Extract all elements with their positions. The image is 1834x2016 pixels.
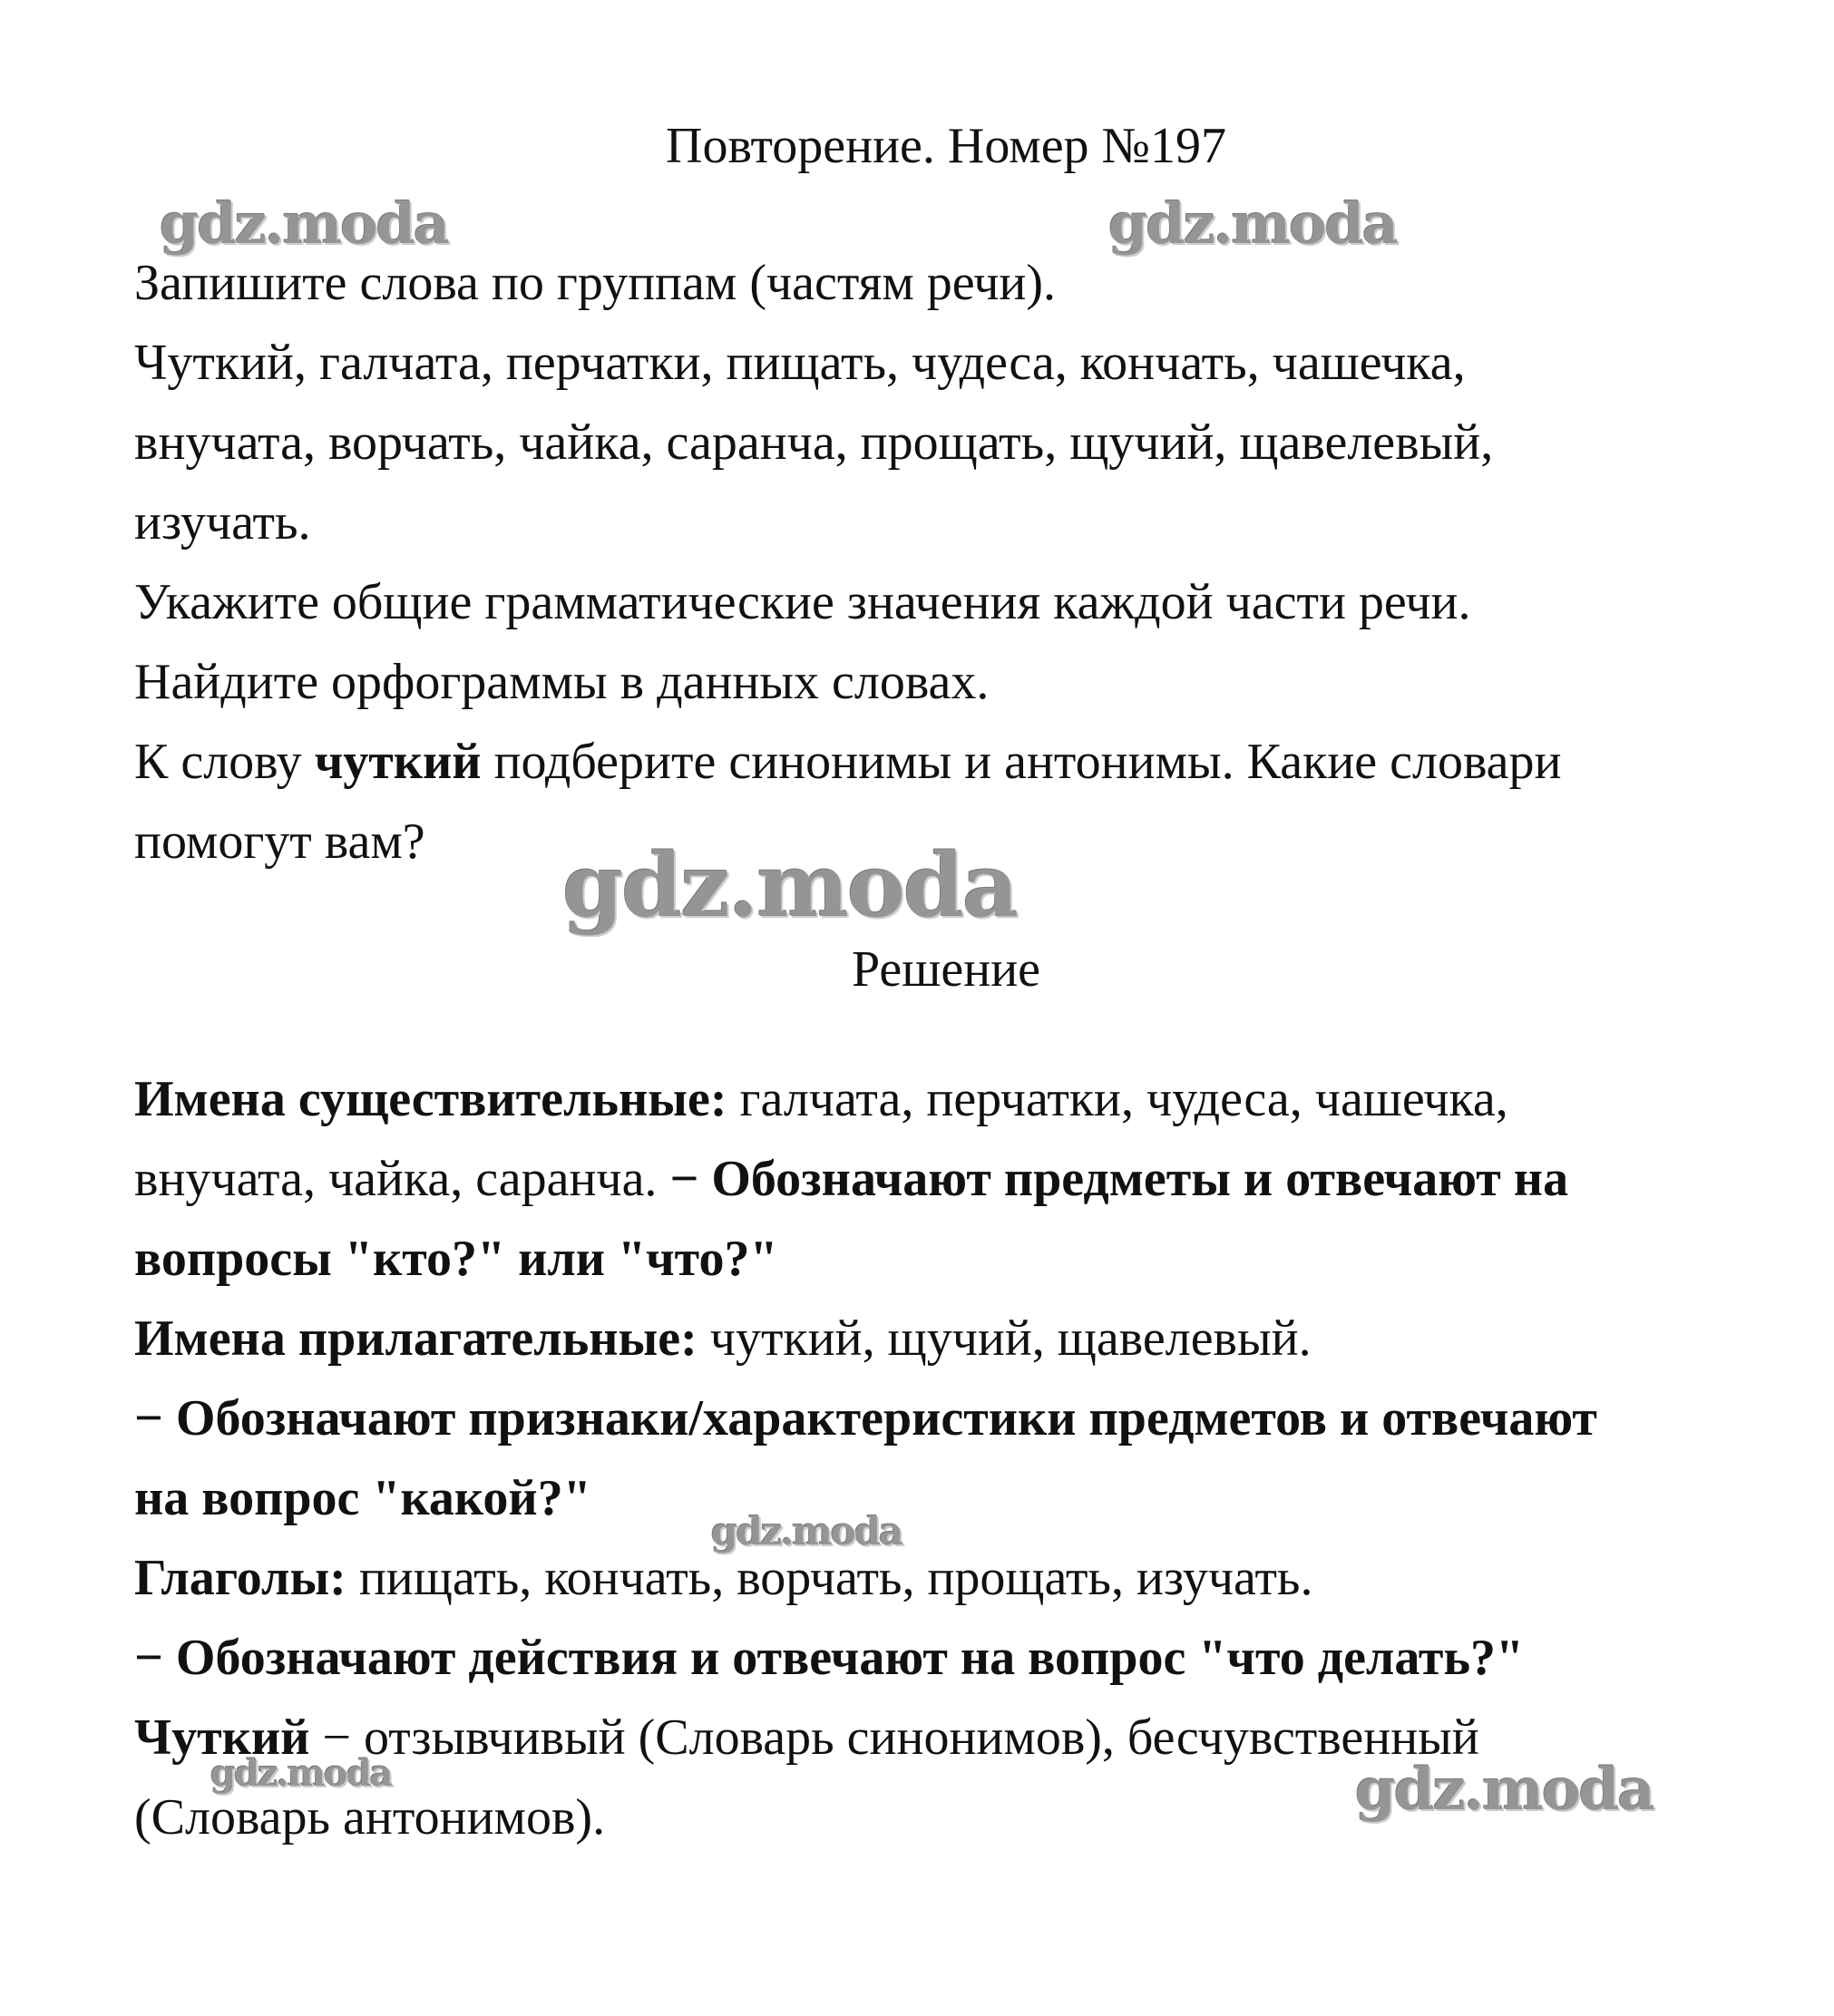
nouns-words: галчата, перчатки, чудеса, чашечка, [727,1071,1508,1127]
nouns-description: вопросы "кто?" или "что?" [134,1231,778,1287]
solution-line [134,1458,1749,1538]
task-line [134,722,1749,802]
verbs-description: − Обозначают действия и отвечают на вопрос "что делать?" [134,1630,1525,1686]
adjectives-description: − Обозначают признаки/характеристики предметов и отвечают [134,1390,1597,1446]
nouns-description: − Обозначают предметы и отвечают на [669,1151,1569,1207]
watermark-logo: gdz.moda [1108,190,1397,257]
solution-line [134,1139,1749,1219]
nouns-label: Имена существительные: [134,1071,727,1127]
solution-line [134,1219,1749,1299]
word-label: Чуткий [134,1709,310,1766]
watermark-logo: gdz.moda [711,1509,902,1553]
task-line: Найдите орфограммы в данных словах. [134,654,990,710]
solution-heading: Решение [851,941,1041,998]
word-description: − отзывчивый (Словарь синонимов), бесчувственный [309,1709,1479,1766]
nouns-words: внучата, чайка, саранча. [134,1151,670,1207]
task-text-fragment: подберите синонимы и антонимы. Какие словари [481,734,1562,790]
watermark-logo: gdz.moda [1355,1756,1654,1824]
watermark-logo: gdz.moda [562,834,1018,937]
solution-line [134,1059,1749,1139]
solution-line [134,1378,1749,1458]
task-line: изучать. [134,494,311,550]
task-text-fragment: К слову [134,734,315,790]
solution-text [134,1059,1749,1857]
task-line: внучата, ворчать, чайка, саранча, прощать, щучий, щавелевый, [134,414,1494,471]
task-line: Укажите общие грамматические значения каждой части речи. [134,574,1471,630]
page-title: Повторение. Номер №197 [666,118,1226,174]
task-line: Запишите слова по группам (частям речи). [134,255,1057,311]
solution-line [134,1299,1749,1378]
solution-line [134,1618,1749,1698]
adjectives-words: чуткий, щучий, щавелевый. [697,1310,1312,1367]
task-line: Чуткий, галчата, перчатки, пищать, чудеса, кончать, чашечка, [134,335,1466,391]
watermark-logo: gdz.moda [210,1752,392,1795]
verbs-label: Глаголы: [134,1550,346,1606]
verbs-words: пищать, кончать, ворчать, прощать, изучать. [346,1550,1313,1606]
watermark-logo: gdz.moda [160,190,448,257]
adjectives-label: Имена прилагательные: [134,1310,698,1367]
task-line: помогут вам? [134,813,425,870]
solution-line [134,1698,1749,1777]
solution-line: (Словарь антонимов). [134,1789,606,1846]
adjectives-description: на вопрос "какой?" [134,1470,591,1526]
task-keyword: чуткий [314,734,482,790]
task-text [134,243,1749,881]
solution-line [134,1538,1749,1618]
